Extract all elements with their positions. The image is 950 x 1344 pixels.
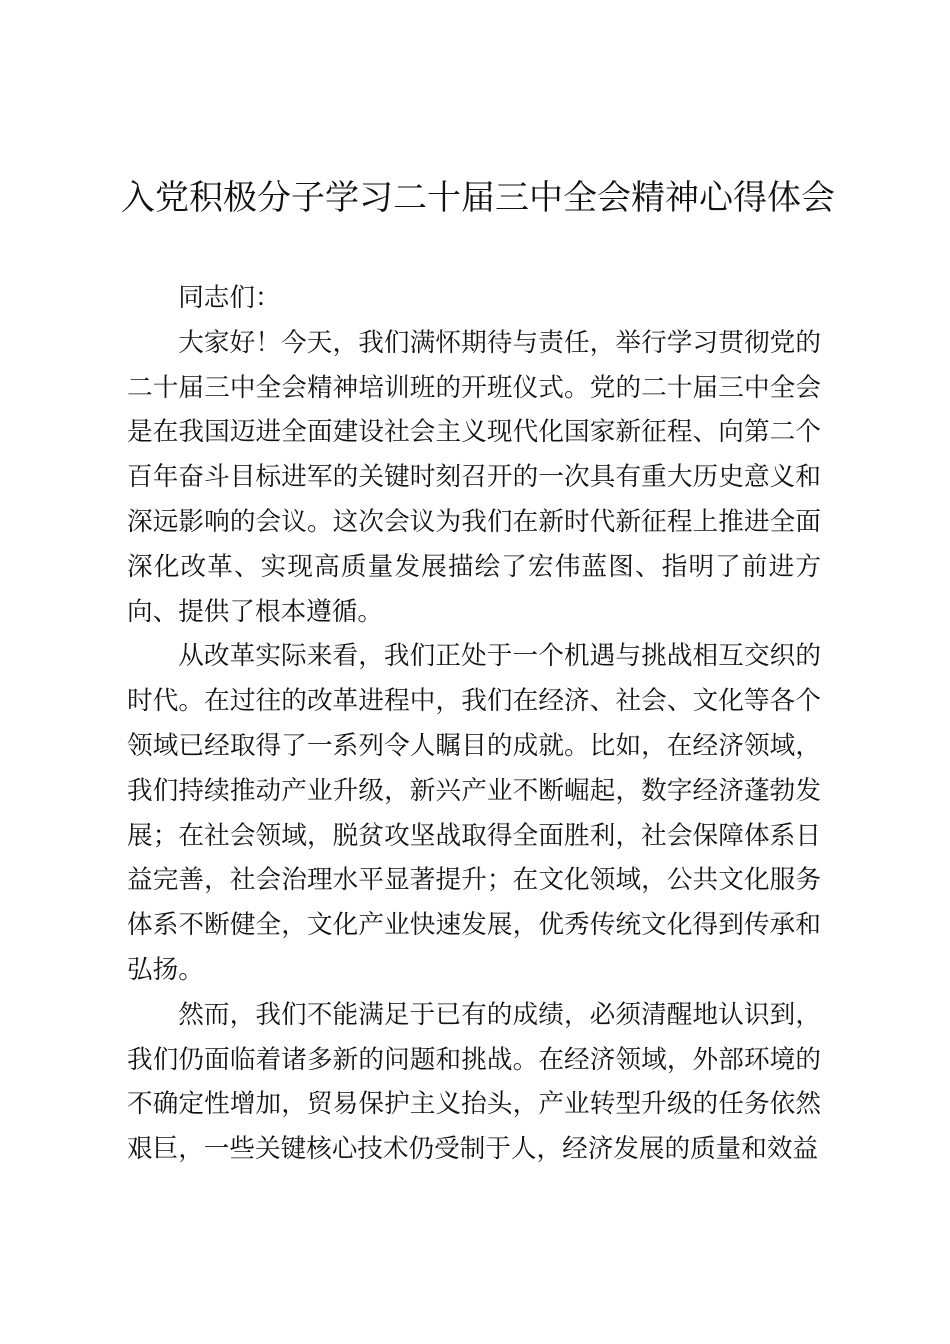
document-body bbox=[127, 276, 821, 1172]
salutation: 同志们： bbox=[178, 283, 281, 313]
paragraph-opening: 大家好！今天，我们满怀期待与责任，举行学习贯彻党的二十届三中全会精神培训班的开班仪式。党的二十届三中全会是在我国迈进全面建设社会主义现代化国家新征程、向第二个百年奋斗目标进军的关键时刻召开的一次具有重大历史意义和深远影响的会议。这次会议为我们在新时代新征程上推进全面深化改革、实现高质量发展描绘了宏伟蓝图、指明了前进方向、提供了根本遵循。 bbox=[127, 327, 821, 627]
paragraph-challenges: 然而，我们不能满足于已有的成绩，必须清醒地认识到，我们仍面临着诸多新的问题和挑战。在经济领域，外部环境的不确定性增加，贸易保护主义抬头，产业转型升级的任务依然艰巨，一些关键核心技术仍受制于人，经济发展的质量和效益 bbox=[127, 999, 821, 1165]
document-title: 入党积极分子学习二十届三中全会精神心得体会 bbox=[121, 178, 835, 218]
paragraph-reform-achievements: 从改革实际来看，我们正处于一个机遇与挑战相互交织的时代。在过往的改革进程中，我们在经济、社会、文化等各个领域已经取得了一系列令人瞩目的成就。比如，在经济领域，我们持续推动产业升级，新兴产业不断崛起，数字经济蓬勃发展；在社会领域，脱贫攻坚战取得全面胜利，社会保障体系日益完善，社会治理水平显著提升；在文化领域，公共文化服务体系不断健全，文化产业快速发展，优秀传统文化得到传承和弘扬。 bbox=[127, 641, 821, 985]
